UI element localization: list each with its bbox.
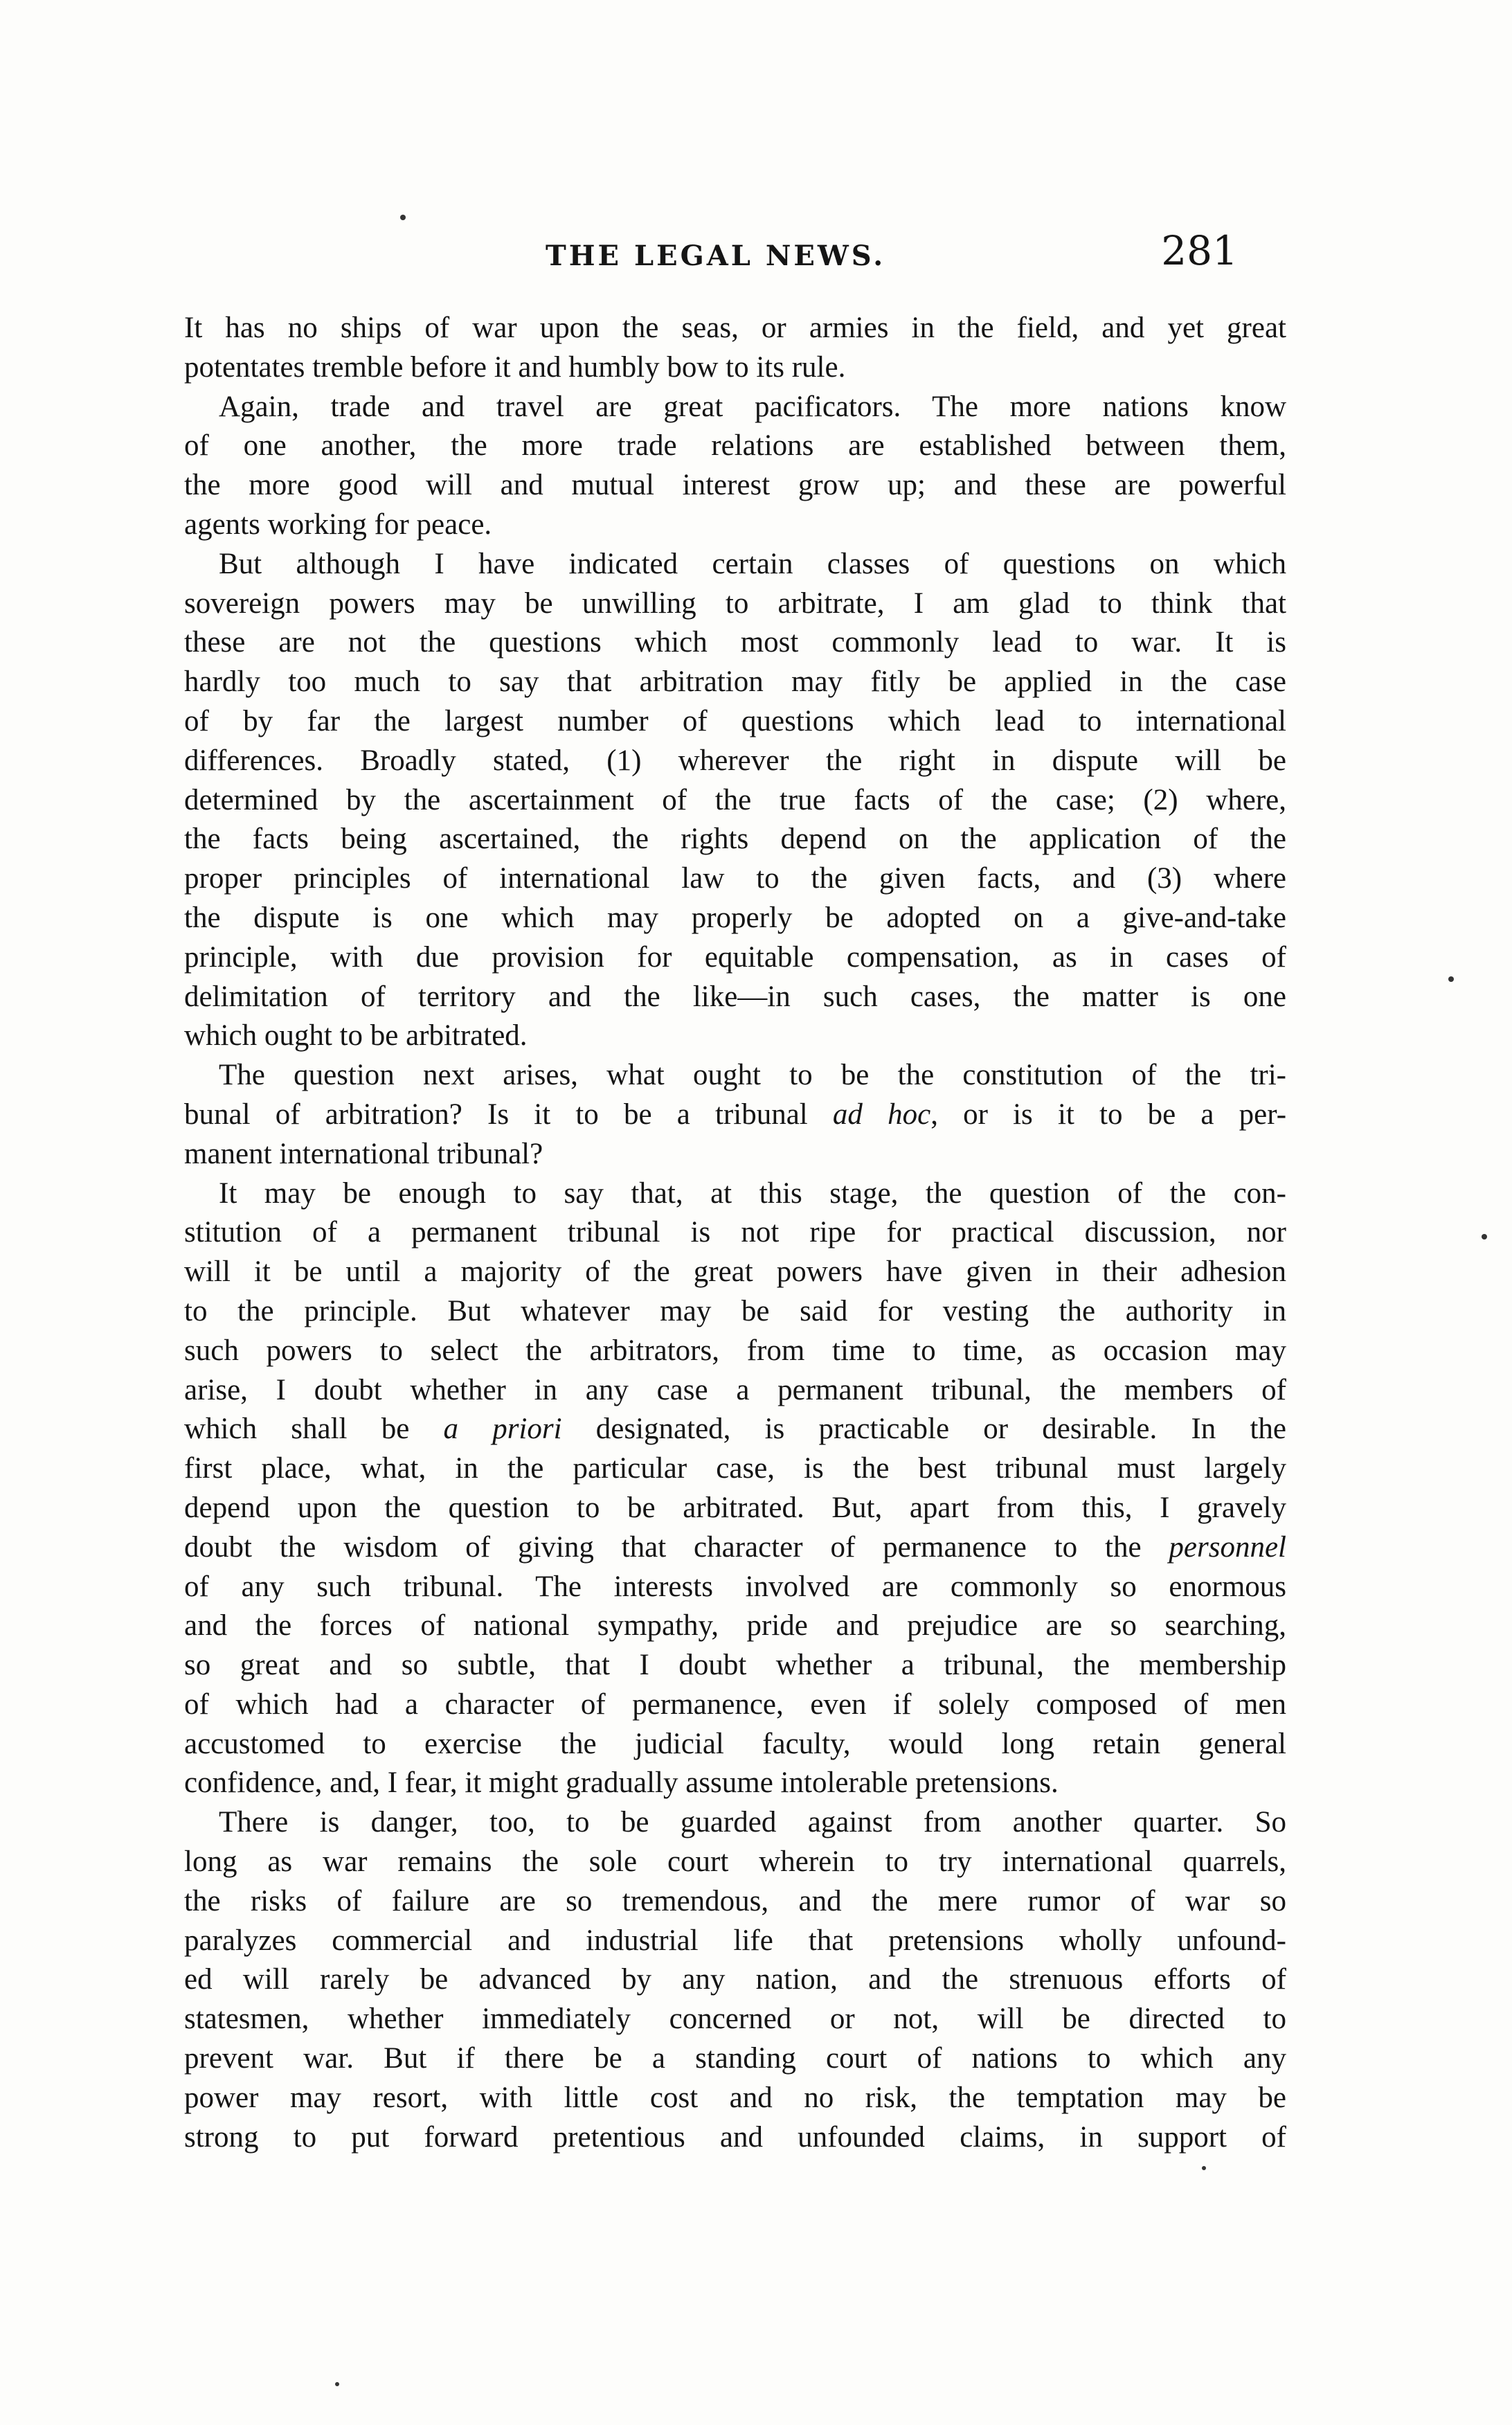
text-line: of one another, the more trade relations are established between them, xyxy=(184,429,1286,463)
text-line: prevent war. But if there be a standing court of nations to which any xyxy=(184,2042,1286,2075)
text-line: confidence, and, I fear, it might gradually assume intolerable pretensions. xyxy=(184,1766,1059,1800)
text-line xyxy=(184,1528,1286,1568)
text-line: It has no ships of war upon the seas, or armies in the field, and yet great xyxy=(184,312,1286,344)
text-line: sovereign powers may be unwilling to arbitrate, I am glad to think that xyxy=(184,587,1286,620)
text-line: statesmen, whether immediately concerned or not, will be directed to xyxy=(184,2003,1286,2036)
text-line: of by far the largest number of questions which lead to international xyxy=(184,704,1286,737)
text-line: It may be enough to say that, at this stage, the question of the con- xyxy=(219,1176,1286,1210)
text-line: the dispute is one which may properly be adopted on a give-and-take xyxy=(184,901,1286,934)
text-line: paralyzes commercial and industrial life that pretensions wholly unfound- xyxy=(184,1924,1286,1957)
text-line: which ought to be arbitrated. xyxy=(184,1019,528,1053)
text-line: ed will rarely be advanced by any nation, and the strenuous efforts of xyxy=(184,1963,1286,1996)
text-line: and the forces of national sympathy, pride and prejudice are so searching, xyxy=(184,1609,1286,1643)
text-line: differences. Broadly stated, (1) wherever the right in dispute will be xyxy=(184,744,1286,777)
text-line: the risks of failure are so tremendous, and the mere rumor of war so xyxy=(184,1884,1286,1917)
text-line: proper principles of international law to the given facts, and (3) where xyxy=(184,862,1286,895)
text-line: Again, trade and travel are great pacificators. The more nations know xyxy=(219,390,1286,423)
text-segment: designated, is practicable or desirable. In the xyxy=(595,1413,1286,1446)
text-segment: which shall be xyxy=(184,1413,410,1446)
text-line: long as war remains the sole court wherein to try international quarrels, xyxy=(184,1845,1286,1879)
text-line xyxy=(184,1095,1286,1135)
scan-speck xyxy=(1448,976,1454,982)
page-number: 281 xyxy=(1161,227,1238,274)
text-line: will it be until a majority of the great powers have given in their adhesion xyxy=(184,1255,1286,1289)
text-line: depend upon the question to be arbitrated. But, apart from this, I gravely xyxy=(184,1491,1286,1524)
italic-phrase: a priori xyxy=(443,1413,562,1446)
italic-phrase: ad hoc xyxy=(832,1098,931,1131)
italic-phrase: personnel xyxy=(1169,1530,1287,1564)
text-segment: bunal of arbitration? Is it to be a tribunal xyxy=(184,1098,808,1131)
scan-speck xyxy=(400,215,406,220)
body-text xyxy=(184,309,1286,2157)
scan-speck xyxy=(1482,1234,1487,1240)
text-line: manent international tribunal? xyxy=(184,1137,543,1170)
text-line: to the principle. But whatever may be said for vesting the authority in xyxy=(184,1294,1286,1327)
text-segment: doubt the wisdom of giving that character of permanence to the xyxy=(184,1530,1142,1564)
text-line: There is danger, too, to be guarded against from another quarter. So xyxy=(219,1806,1286,1839)
text-line: of any such tribunal. The interests involved are commonly so enormous xyxy=(184,1570,1286,1603)
text-line: such powers to select the arbitrators, from time to time, as occasion may xyxy=(184,1334,1286,1367)
scan-speck xyxy=(1202,2166,1206,2170)
text-line: delimitation of territory and the like—in such cases, the matter is one xyxy=(184,980,1286,1013)
text-line: the more good will and mutual interest grow up; and these are powerful xyxy=(184,469,1286,502)
text-line xyxy=(184,1410,1286,1449)
text-line: determined by the ascertainment of the true facts of the case; (2) where, xyxy=(184,783,1286,816)
text-line: the facts being ascertained, the rights depend on the application of the xyxy=(184,823,1286,856)
text-line: The question next arises, what ought to be the constitution of the tri- xyxy=(219,1059,1286,1092)
running-head xyxy=(186,223,1266,278)
text-line: hardly too much to say that arbitration may fitly be applied in the case xyxy=(184,665,1286,699)
text-line: arise, I doubt whether in any case a permanent tribunal, the members of xyxy=(184,1373,1286,1406)
text-line: these are not the questions which most commonly lead to war. It is xyxy=(184,626,1286,659)
text-line: stitution of a permanent tribunal is not ripe for practical discussion, nor xyxy=(184,1216,1286,1249)
text-line: potentates tremble before it and humbly bow to its rule. xyxy=(184,350,846,384)
text-line: power may resort, with little cost and no risk, the temptation may be xyxy=(184,2081,1286,2114)
text-line: principle, with due provision for equitable compensation, as in cases of xyxy=(184,940,1286,974)
text-line: of which had a character of permanence, even if solely composed of men xyxy=(184,1688,1286,1721)
text-line: But although I have indicated certain classes of questions on which xyxy=(219,547,1286,580)
text-line: so great and so subtle, that I doubt whether a tribunal, the membership xyxy=(184,1649,1286,1682)
text-segment: , or is it to be a per- xyxy=(930,1098,1287,1131)
running-title: THE LEGAL NEWS. xyxy=(546,240,886,272)
text-line: strong to put forward pretentious and unfounded claims, in support of xyxy=(184,2120,1286,2154)
text-line: first place, what, in the particular case, is the best tribunal must largely xyxy=(184,1452,1286,1485)
scan-speck xyxy=(335,2382,339,2386)
text-line: agents working for peace. xyxy=(184,508,492,541)
text-line: accustomed to exercise the judicial faculty, would long retain general xyxy=(184,1727,1286,1760)
